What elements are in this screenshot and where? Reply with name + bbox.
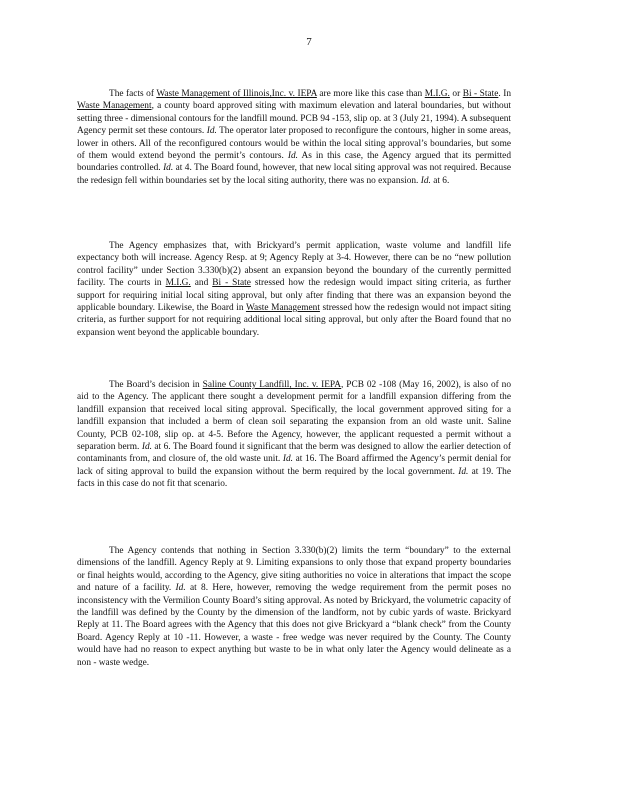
paragraph-agency-contends [77,545,511,669]
text-run: The Board’s decision in [109,380,203,390]
text-run: at 6. [430,175,450,186]
text-run: at 8. Here, however, removing the wedge requirement from the permit poses no inconsistency with the Vermilion County Board’s siting approval. As noted by Brickyard, the volumetric capacity of the landfill was defined by the County by the dimension of the landform, not by cubic yards of waste. Brickyard Reply at 11. The Board agrees with the Agency that this does not give Brickyard a “blank check” from the County Board. Agency Reply at 10 -11. However, a waste - free wedge was never required by the County. The County would have had no reason to expect anything but waste to be in what only later the Agency would delineate as a non - waste wedge. [77,583,511,668]
text-run: The Agency emphasizes that, with Brickyard’s permit application, waste volume and landfill life expectancy both will increase. Agency Resp. at 9; Agency Reply at 3-4. However, there can be no “new pollution control facility” under Section 3.330(b)(2) absent an expansion beyond the boundary of the currently permitted facility. The courts in [77,241,511,289]
paragraph-waste-management [77,88,511,187]
case-citation: Waste Management of Illinois,Inc. v. IEPA [156,89,317,99]
text-run: at 4. The Board found, however, that new local siting approval was not required. Because the redesign fell within boundaries set by the local siting authority, there was no expansion. [77,163,511,186]
text-run: , a county board approved siting with maximum elevation and lateral boundaries, but without setting three - dimensional contours for the landfill mound. PCB 94 -153, slip op. at 3 (July 21, 1994). A subsequent Agency permit set these contours. [77,101,511,137]
text-run: The facts of [109,89,157,99]
text-run: As in this case, the Agency argued that its permitted boundaries controlled. [77,151,511,174]
text-run: , PCB 02 -108 (May 16, 2002), is also of no aid to the Agency. The applicant there sought a development permit for a landfill expansion differing from the landfill expansion that received local siting approval. Specifically, the local government approved siting for a landfill expansion that included a berm of clean soil separating the expansion from an old waste unit. Saline County, PCB 02-108, slip op. at 4-5. Before the Agency, however, the applicant requested a permit without a separation berm. [77,380,512,453]
id-citation: Id. [175,583,186,594]
paragraph-agency-emphasizes [77,240,511,339]
id-citation: Id. [287,151,298,162]
id-citation: Id. [206,126,217,137]
paragraph-saline-county [77,379,511,491]
text-run: are more like this case than [316,89,425,99]
case-citation: Saline County Landfill, Inc. v. IEPA [202,380,342,390]
text-run: at 19. The facts in this case do not fit that scenario. [77,466,511,490]
text-run: and [190,278,213,289]
text-run: at 16. The Board affirmed the Agency’s permit denial for lack of siting approval to build the expansion without the berm required by the local government. [77,454,512,477]
id-citation: Id. [141,442,152,453]
id-citation: Id. [163,163,174,174]
text-run: The Agency contends that nothing in Section 3.330(b)(2) limits the term “boundary” to the external dimensions of the landfill. Agency Reply at 9. Limiting expansions to only those that expand property boundaries or final heights would, according to the Agency, give siting authorities no voice in alterations that impact the scope and nature of a facility. [77,546,511,594]
text-run: stressed how the redesign would impact siting criteria, as further support for requiring initial local siting approval, but only after finding that there was an expansion beyond the applicable boundary. Likewise, the Board in [77,278,511,314]
text-run: stressed how the redesign would not impact siting criteria, as further support for not requiring additional local siting approval, but only after the Board found that no expansion went beyond the applicable boundary. [77,303,511,338]
text-run: at 6. The Board found it significant that the berm was designed to allow the earlier detection of contaminants from, and closure of, the old waste unit. [77,442,511,465]
case-citation: Bi - State [462,89,499,99]
case-citation: Waste Management [77,101,152,112]
page-number: 7 [306,36,312,48]
case-citation: Bi - State [212,278,251,289]
case-citation: M.I.G. [165,278,191,289]
case-citation: Waste Management [245,303,320,314]
text-run: The operator later proposed to reconfigure the contours, higher in some areas, lower in others. All of the reconfigured contours would be within the local siting approval’s boundaries, but some of them would extend beyond the permit’s contours. [77,126,511,162]
id-citation: Id. [282,454,294,465]
text-run: or [449,89,463,99]
case-citation: M.I.G. [424,89,450,99]
id-citation: Id. [420,175,431,186]
text-run: . In [498,89,511,99]
id-citation: Id. [458,466,469,477]
